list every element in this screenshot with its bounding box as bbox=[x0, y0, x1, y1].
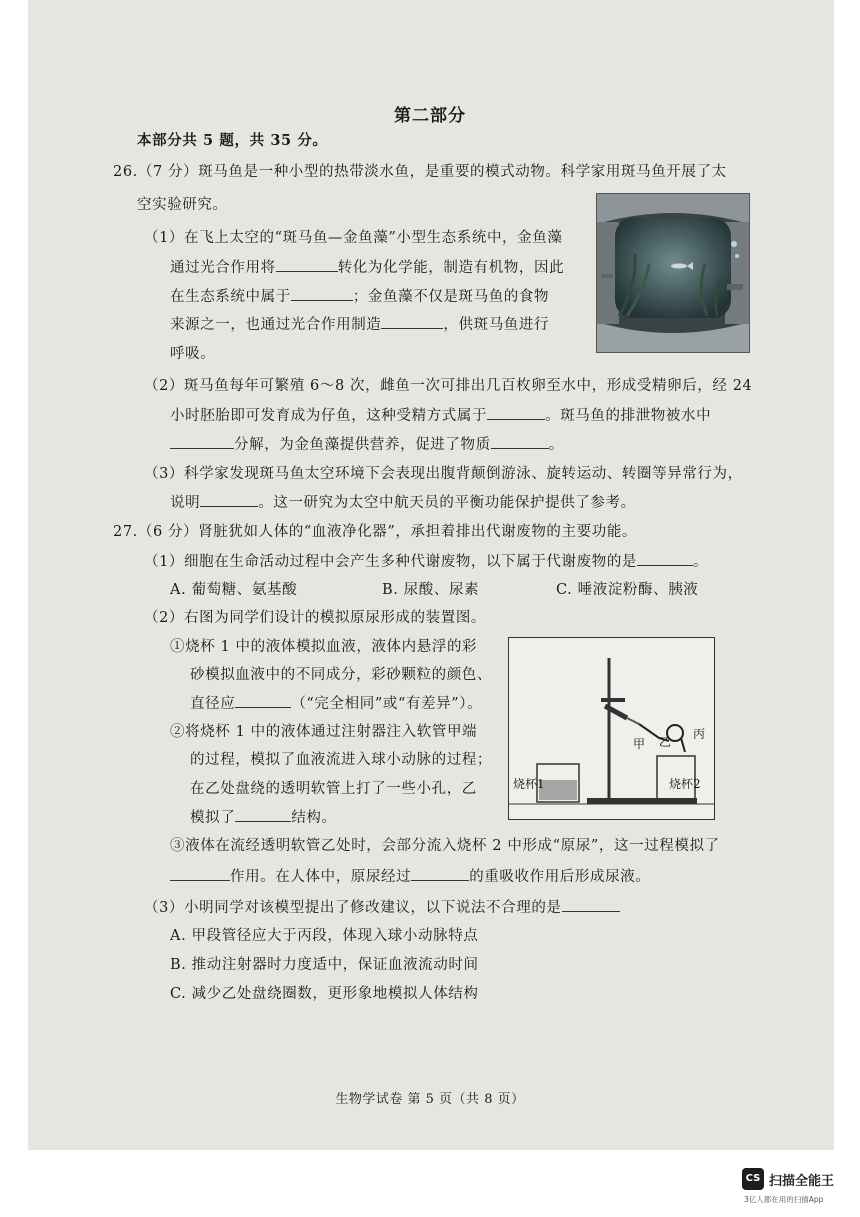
q27-option-c: C. 唾液淀粉酶、胰液 bbox=[556, 582, 699, 598]
q27-c1-line2: 砂模拟血液中的不同成分，彩砂颗粒的颜色、 bbox=[190, 667, 492, 683]
q27-c3-line1: ③液体在流经透明软管乙处时，会部分流入烧杯 2 中形成“原尿”，这一过程模拟了 bbox=[170, 838, 720, 854]
answer-blank[interactable] bbox=[276, 257, 338, 272]
label-jia: 甲 bbox=[633, 737, 646, 751]
cs-logo-icon: CS bbox=[742, 1168, 764, 1190]
label-bing: 丙 bbox=[693, 727, 706, 741]
answer-blank[interactable] bbox=[411, 866, 469, 881]
apparatus-diagram bbox=[508, 637, 715, 820]
answer-blank[interactable] bbox=[562, 897, 620, 912]
answer-blank[interactable] bbox=[487, 405, 545, 420]
q26-p3-line1: （3）科学家发现斑马鱼太空环境下会表现出腹背颠倒游泳、旋转运动、转圈等异常行为， bbox=[144, 466, 743, 482]
q27-c1-line3: 直径应 （“完全相同”或“有差异”）。 bbox=[190, 693, 482, 714]
q27-p3-option-c: C. 减少乙处盘绕圈数，更形象地模拟人体结构 bbox=[170, 986, 479, 1002]
q27-p3-option-a: A. 甲段管径应大于丙段，体现入球小动脉特点 bbox=[170, 928, 479, 944]
scanner-name: 扫描全能王 bbox=[769, 1174, 835, 1189]
scanner-tagline: 3亿人都在用的扫描App bbox=[744, 1195, 824, 1204]
answer-blank[interactable] bbox=[200, 492, 258, 507]
q27-c3-line2: 作用。在人体中，原尿经过 的重吸收作用后形成尿液。 bbox=[170, 866, 650, 887]
q27-option-b: B. 尿酸、尿素 bbox=[382, 582, 480, 598]
q27-p1-line1: （1）细胞在生命活动过程中会产生多种代谢废物，以下属于代谢废物的是 。 bbox=[144, 551, 708, 572]
q27-stem: 27.（6 分）肾脏犹如人体的“血液净化器”，承担着排出代谢废物的主要功能。 bbox=[113, 524, 638, 540]
q27-c2-line1: ②将烧杯 1 中的液体通过注射器注入软管甲端 bbox=[170, 724, 478, 740]
q27-c2-line3: 在乙处盘绕的透明软管上打了一些小孔，乙 bbox=[190, 781, 477, 797]
space-aquarium-photo bbox=[596, 193, 750, 353]
label-yi: 乙 bbox=[659, 735, 672, 749]
answer-blank[interactable] bbox=[291, 286, 353, 301]
q27-c2-line4: 模拟了 结构。 bbox=[190, 807, 337, 828]
q27-p3-line1: （3）小明同学对该模型提出了修改建议，以下说法不合理的是 bbox=[144, 897, 620, 918]
q26-p1-line3: 在生态系统中属于 ；金鱼藻不仅是斑马鱼的食物 bbox=[170, 286, 549, 307]
q26-p2-line2: 小时胚胎即可发育成为仔鱼，这种受精方式属于 。斑马鱼的排泄物被水中 bbox=[170, 405, 711, 426]
q26-p3-line2: 说明 。这一研究为太空中航天员的平衡功能保护提供了参考。 bbox=[170, 492, 636, 513]
q26-stem: 26.（7 分）斑马鱼是一种小型的热带淡水鱼，是重要的模式动物。科学家用斑马鱼开展了太 bbox=[113, 164, 727, 180]
answer-blank[interactable] bbox=[170, 434, 234, 449]
q26-p2-line1: （2）斑马鱼每年可繁殖 6～8 次，雌鱼一次可排出几百枚卵至水中，形成受精卵后，经 24 bbox=[144, 378, 753, 394]
section-intro: 本部分共 5 题，共 35 分。 bbox=[137, 132, 328, 149]
q26-p2-line3: 分解，为金鱼藻提供营养，促进了物质 。 bbox=[170, 434, 564, 455]
q26-p1-line4: 来源之一，也通过光合作用制造 ，供斑马鱼进行 bbox=[170, 314, 549, 335]
answer-blank[interactable] bbox=[491, 434, 549, 449]
q27-option-a: A. 葡萄糖、氨基酸 bbox=[170, 582, 298, 598]
label-beaker1: 烧杯1 bbox=[513, 777, 545, 791]
q27-c2-line2: 的过程，模拟了血液流进入球小动脉的过程； bbox=[190, 752, 492, 768]
page-footer: 生物学试卷 第 5 页（共 8 页） bbox=[335, 1092, 525, 1107]
q27-c1-line1: ①烧杯 1 中的液体模拟血液，液体内悬浮的彩 bbox=[170, 639, 478, 655]
label-beaker2: 烧杯2 bbox=[669, 777, 701, 791]
q26-stem-cont: 空实验研究。 bbox=[137, 197, 228, 213]
q27-p2-line1: （2）右图为同学们设计的模拟原尿形成的装置图。 bbox=[144, 610, 487, 626]
section-title: 第二部分 bbox=[394, 106, 466, 126]
q26-p1-line2: 通过光合作用将 转化为化学能，制造有机物，因此 bbox=[170, 257, 564, 278]
answer-blank[interactable] bbox=[170, 866, 230, 881]
answer-blank[interactable] bbox=[381, 314, 443, 329]
q26-p1-line5: 呼吸。 bbox=[170, 346, 216, 362]
answer-blank[interactable] bbox=[235, 807, 291, 822]
answer-blank[interactable] bbox=[637, 551, 693, 566]
q27-p3-option-b: B. 推动注射器时力度适中，保证血液流动时间 bbox=[170, 957, 479, 973]
answer-blank[interactable] bbox=[235, 693, 291, 708]
q26-p1-line1: （1）在飞上太空的“斑马鱼—金鱼藻”小型生态系统中，金鱼藻 bbox=[144, 230, 563, 246]
